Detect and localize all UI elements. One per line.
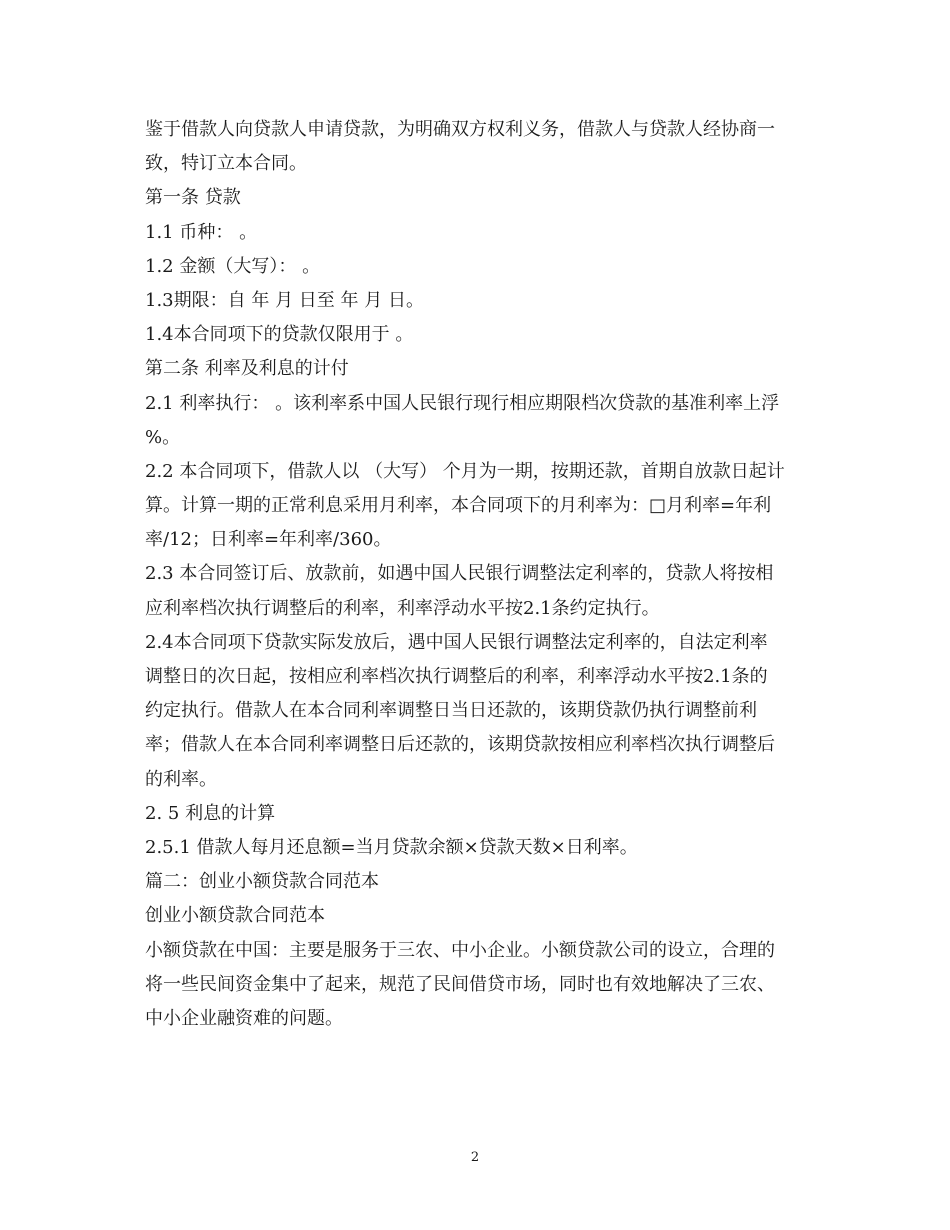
text-line: 小额贷款在中国：主要是服务于三农、中小企业。小额贷款公司的设立，合理的 xyxy=(145,939,775,961)
text-line: 2. 5 利息的计算 xyxy=(145,802,276,824)
text-line: 2.1 利率执行： 。该利率系中国人民银行现行相应期限档次贷款的基准利率上浮 xyxy=(145,392,780,414)
text-line: 率；借款人在本合同利率调整日后还款的，该期贷款按相应利率档次执行调整后 xyxy=(145,734,775,756)
text-line: 应利率档次执行调整后的利率，利率浮动水平按2.1条约定执行。 xyxy=(145,597,660,619)
text-line: 鉴于借款人向贷款人申请贷款，为明确双方权利义务，借款人与贷款人经协商一 xyxy=(145,119,775,140)
text-line: 2.3 本合同签订后、放款前，如遇中国人民银行调整法定利率的，贷款人将按相 xyxy=(145,563,774,585)
text-line: 调整日的次日起，按相应利率档次执行调整后的利率，利率浮动水平按2.1条的 xyxy=(145,666,768,687)
text-line: 率/12；日利率=年利率/360。 xyxy=(145,529,392,551)
text-line: 约定执行。借款人在本合同利率调整日当日还款的，该期贷款仍执行调整前利 xyxy=(145,700,757,722)
text-line: 2.2 本合同项下，借款人以 （大写） 个月为一期，按期还款，首期自放款日起计 xyxy=(145,460,785,482)
text-line: 1.3期限：自 年 月 日至 年 月 日。 xyxy=(145,289,424,311)
document-body xyxy=(145,113,810,1036)
text-line: 的利率。 xyxy=(145,768,217,790)
text-line: 将一些民间资金集中了起来，规范了民间借贷市场，同时也有效地解决了三农、 xyxy=(145,973,775,995)
text-line: 1.1 币种： 。 xyxy=(145,221,258,243)
text-line: 算。计算一期的正常利息采用月利率，本合同项下的月利率为：□月利率=年利 xyxy=(145,495,772,517)
text-line: 2.5.1 借款人每月还息额=当月贷款余额×贷款天数×日利率。 xyxy=(145,836,638,858)
section-heading: 篇二：创业小额贷款合同范本 xyxy=(145,871,379,893)
text-line: 1.2 金额（大写）： 。 xyxy=(145,255,321,277)
page-number: 2 xyxy=(470,1150,480,1165)
text-line: 致，特订立本合同。 xyxy=(145,153,307,175)
text-line: %。 xyxy=(145,426,181,448)
text-line: 中小企业融资难的问题。 xyxy=(145,1007,343,1029)
document-title: 创业小额贷款合同范本 xyxy=(145,905,325,927)
text-line: 1.4本合同项下的贷款仅限用于 。 xyxy=(145,324,414,346)
section-heading: 第一条 贷款 xyxy=(145,187,241,209)
text-line: 2.4本合同项下贷款实际发放后，遇中国人民银行调整法定利率的，自法定利率 xyxy=(145,631,768,653)
section-heading: 第二条 利率及利息的计付 xyxy=(145,358,349,380)
